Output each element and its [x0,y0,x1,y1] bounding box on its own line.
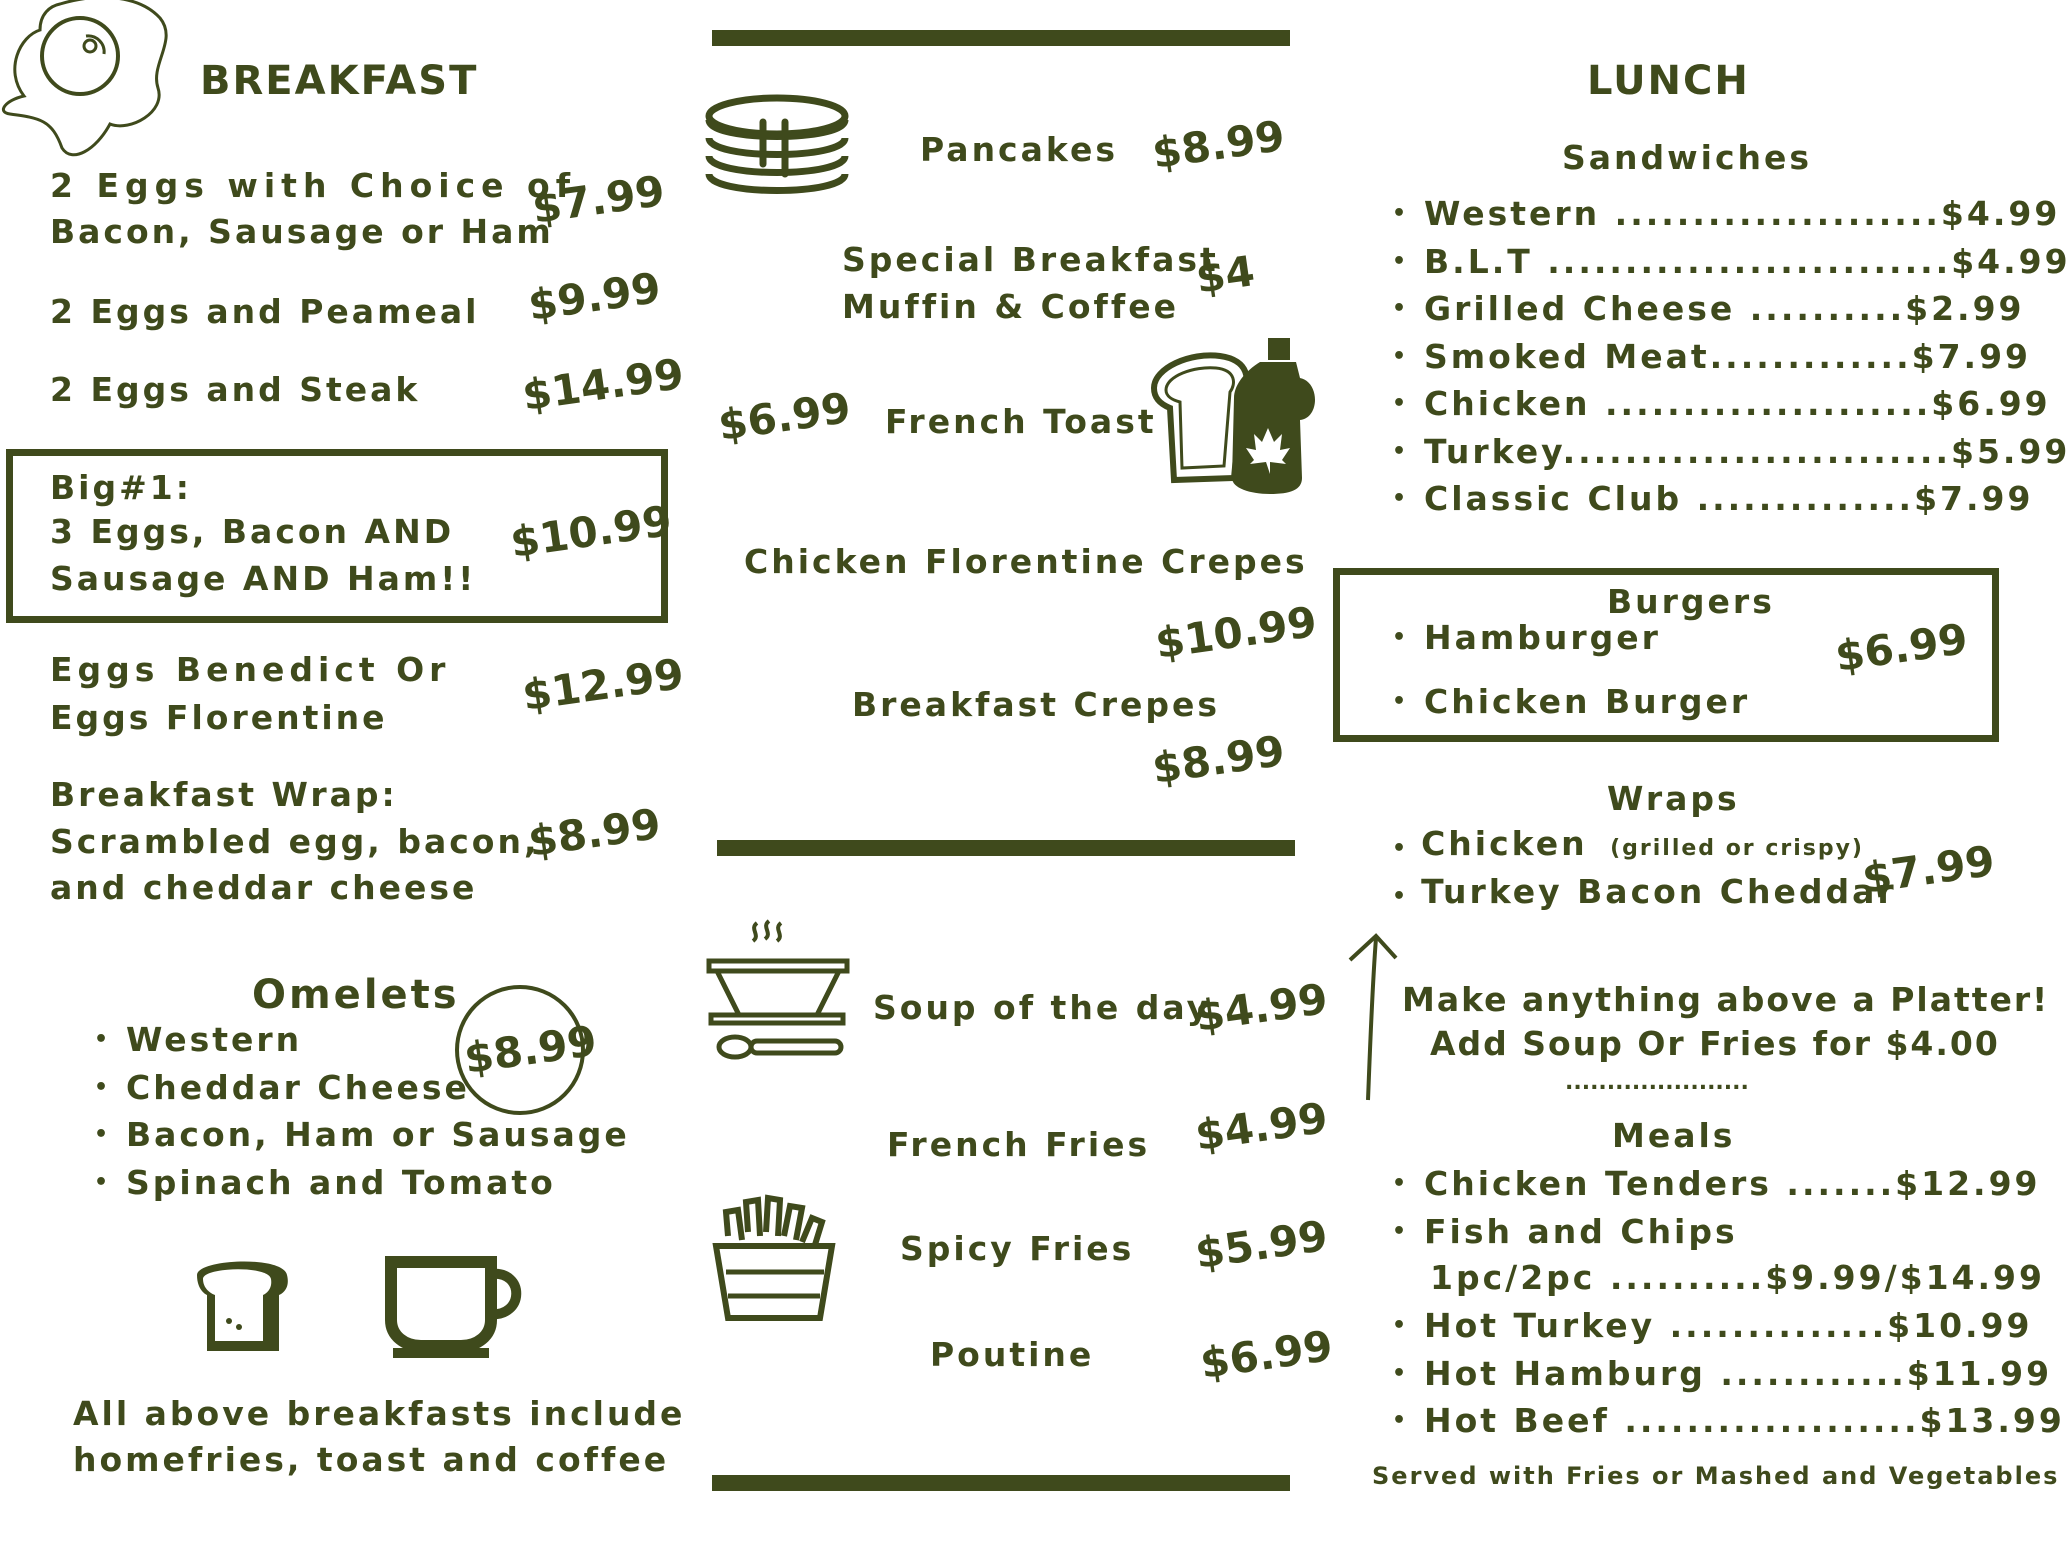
price: $5.99 [1192,1210,1331,1279]
list-item: • Smoked Meat.............$7.99 [1392,333,2071,381]
price: $14.99 [519,348,687,421]
meals-list [1392,1160,2041,1255]
list-item-sub: 1pc/2pc ..........$9.99/$14.99 [1430,1258,2045,1297]
list-item: • Chicken (grilled or crispy) [1392,824,1864,863]
price: $4.99 [1192,973,1331,1042]
toast-icon [183,1255,303,1355]
list-item: • Chicken Burger [1392,678,1750,726]
menu-item: 2 Eggs with Choice of [50,166,577,205]
toast-syrup-icon [1150,338,1320,498]
menu-item: and cheddar cheese [50,868,478,907]
menu-item: Eggs Benedict Or [50,650,451,689]
sandwiches-list [1392,190,2071,523]
menu-item: Special Breakfast [842,240,1219,279]
section-title: Burgers [1607,582,1775,621]
menu-item: 2 Eggs and Steak [50,370,421,409]
price: $4 [1192,246,1258,303]
coffee-cup-icon [385,1258,525,1358]
divider-bar [712,1475,1290,1491]
divider-bar [717,840,1295,856]
price: $7.99 [1859,835,1998,904]
fries-icon [712,1192,842,1322]
breakfast-title: BREAKFAST [200,58,479,104]
price: $10.99 [1152,596,1320,669]
wrap-item: Turkey Bacon Cheddar [1421,872,1897,911]
divider-bar [712,30,1290,46]
breakfast-note: homefries, toast and coffee [73,1440,670,1479]
burgers-list [1392,614,1750,726]
menu-item: Pancakes [920,130,1118,169]
list-item: • Hot Hamburg ............$11.99 [1392,1350,2065,1398]
menu-item: Poutine [930,1335,1095,1374]
price: $6.99 [1197,1320,1336,1389]
menu-item: Scrambled egg, bacon, [50,822,540,861]
wrap-item: Chicken [1421,824,1588,863]
list-item: • Bacon, Ham or Sausage [94,1111,630,1159]
menu-item: Muffin & Coffee [842,287,1179,326]
menu-item: Bacon, Sausage or Ham [50,212,554,251]
price: $8.99 [461,1015,600,1084]
section-title: Sandwiches [1562,138,1813,177]
list-item: • Chicken Tenders .......$12.99 [1392,1160,2041,1208]
menu-item: Chicken Florentine Crepes [744,542,1308,581]
lunch-title: LUNCH [1587,58,1750,104]
price: $10.99 [507,495,675,568]
list-item: • Western [94,1016,630,1064]
big1-line: Sausage AND Ham!! [50,559,477,598]
platter-note: Add Soup Or Fries for $4.00 [1430,1024,2000,1063]
list-item: • Grilled Cheese ..........$2.99 [1392,285,2071,333]
list-item: • Turkey Bacon Cheddar [1392,872,1897,911]
price: $12.99 [519,648,687,721]
price: $4.99 [1192,1092,1331,1161]
wrap-item-note: (grilled or crispy) [1610,836,1864,861]
price: $8.99 [525,798,664,867]
list-item: • Fish and Chips [1392,1208,2041,1256]
menu-item: Eggs Florentine [50,698,388,737]
arrow-up-icon [1340,930,1400,1100]
menu-item: Soup of the day [873,988,1212,1027]
list-item: • Hamburger [1392,614,1750,678]
pancakes-icon [703,94,853,204]
omelets-title: Omelets [252,972,460,1018]
menu-item: Breakfast Wrap: [50,775,398,814]
price: $8.99 [1149,110,1288,179]
price: $6.99 [715,382,854,451]
menu-item: 2 Eggs and Peameal [50,292,480,331]
big1-label: Big#1: [50,468,192,507]
platter-note: Make anything above a Platter! [1402,980,2050,1019]
list-item: • Western .....................$4.99 [1392,190,2071,238]
list-item: • Spinach and Tomato [94,1159,630,1207]
list-item: • Hot Turkey ..............$10.99 [1392,1302,2065,1350]
fried-egg-icon [0,0,180,170]
list-item: • Turkey.........................$5.99 [1392,428,2071,476]
menu-item: French Fries [887,1125,1151,1164]
meals-list [1392,1302,2065,1445]
list-item: • B.L.T ..........................$4.99 [1392,238,2071,286]
price: $8.99 [1149,725,1288,794]
list-item: • Hot Beef ...................$13.99 [1392,1397,2065,1445]
price: $7.99 [529,165,668,234]
list-item: • Cheddar Cheese [94,1064,630,1112]
price: $6.99 [1832,613,1971,682]
menu-item: Breakfast Crepes [852,685,1221,724]
menu-item: French Toast [885,402,1157,441]
section-title: Meals [1612,1116,1736,1155]
section-title: Wraps [1607,779,1740,818]
breakfast-note: All above breakfasts include [73,1394,686,1433]
soup-bowl-icon [705,915,855,1065]
big1-line: 3 Eggs, Bacon AND [50,512,455,551]
menu-item: Spicy Fries [900,1229,1135,1268]
platter-dots: ...................... [1565,1070,1749,1095]
price: $9.99 [525,262,664,331]
list-item: • Chicken .....................$6.99 [1392,380,2071,428]
served-note: Served with Fries or Mashed and Vegetables [1372,1462,2060,1490]
list-item: • Classic Club ..............$7.99 [1392,475,2071,523]
